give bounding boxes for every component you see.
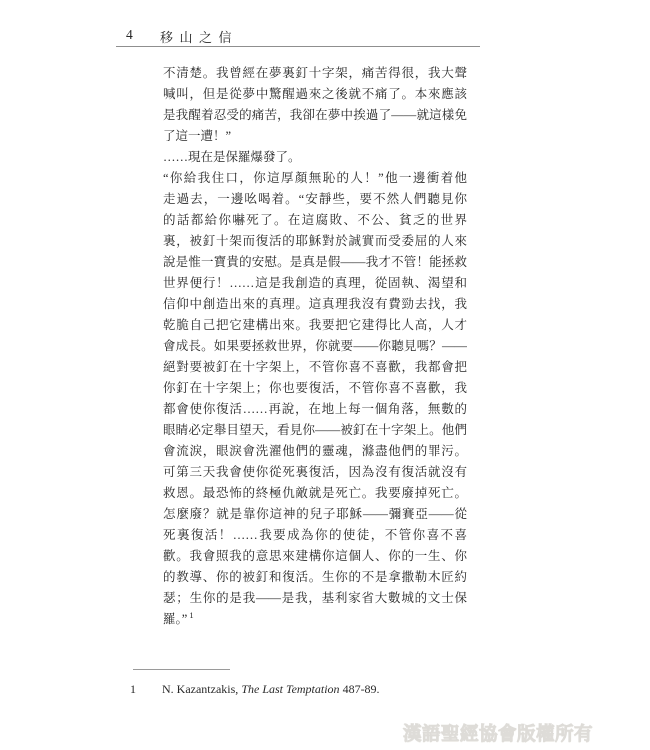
text-line-content: 不清楚。我曾經在夢裏釘十字架，痛苦得很，我大聲 — [163, 66, 467, 80]
footnote-number: 1 — [130, 682, 136, 696]
text-line — [163, 336, 467, 357]
text-line-content: 歡。我會照我的意思來建構你這個人、你的一生、你 — [163, 549, 467, 563]
text-line-content: 可第三天我會使你從死裏復活，因為沒有復活就沒有 — [163, 465, 467, 479]
text-line — [163, 168, 467, 189]
publisher-watermark: 漢語聖經協會版權所有 — [403, 723, 594, 744]
text-line — [163, 441, 467, 462]
text-line — [163, 84, 467, 105]
text-line — [163, 588, 467, 609]
footnote-reference-mark: 1 — [189, 609, 194, 620]
text-line-content: 羅。” — [163, 612, 188, 626]
text-line-content: 了這一遭！” — [163, 129, 232, 143]
text-line-content: 裏，被釘十架而復活的耶穌對於誠實而受委屈的人來 — [163, 234, 467, 248]
footnote-pages: 487-89. — [339, 682, 380, 696]
body-text-block — [163, 63, 467, 630]
footnote-book-title: The Last Temptation — [241, 682, 340, 696]
text-line — [163, 399, 467, 420]
text-line — [163, 504, 467, 525]
text-line — [163, 210, 467, 231]
text-line-content: 會成長。如果要拯救世界，你就要——你聽見嗎？—— — [163, 339, 467, 353]
footnote-author: N. Kazantzakis, — [162, 682, 242, 696]
page-number: 4 — [126, 27, 134, 42]
text-line-content: 救恩。最恐怖的終極仇敵就是死亡。我要廢掉死亡。 — [163, 486, 467, 500]
text-line — [163, 525, 467, 546]
text-line-content: 怎麼廢？就是靠你這神的兒子耶穌——彌賽亞——從 — [163, 507, 467, 521]
text-line — [163, 315, 467, 336]
text-line-content: 眼睛必定舉目望天，看見你——被釘在十字架上。他們 — [163, 423, 467, 437]
text-line — [163, 273, 467, 294]
text-line — [163, 420, 467, 441]
text-line — [163, 252, 467, 273]
text-line — [163, 378, 467, 399]
text-line-content: 乾脆自己把它建構出來。我要把它建得比人高，人才 — [163, 318, 467, 332]
text-line — [163, 63, 467, 84]
text-line — [163, 231, 467, 252]
text-line-content: 是我醒着忍受的痛苦，我卻在夢中挨過了——就這樣免 — [163, 108, 467, 122]
text-line-content: 的話都給你嚇死了。在這腐敗、不公、貧乏的世界 — [163, 213, 467, 227]
running-header-title: 移山之信 — [160, 30, 239, 45]
text-line-content: 世界便行！……這是我創造的真理，從固執、渴望和 — [163, 276, 467, 290]
text-line-content: 的教導、你的被釘和復活。生你的不是拿撒勒木匠約 — [163, 570, 467, 584]
text-line — [163, 462, 467, 483]
text-line — [163, 126, 467, 147]
text-line-content: 說是惟一寶貴的安慰。是真是假——我才不管！能拯救 — [163, 255, 467, 269]
text-line — [163, 609, 467, 630]
text-line — [163, 147, 467, 168]
text-line-content: 信仰中創造出來的真理。這真理我沒有費勁去找，我 — [163, 297, 467, 311]
text-line-content: 會流淚，眼淚會洗濯他們的靈魂，滌盡他們的罪污。 — [163, 444, 467, 458]
text-line-content: “你給我住口，你這厚顏無恥的人！”他一邊衝着他 — [163, 171, 467, 185]
text-line-content: 瑟；生你的是我——是我，基利家省大數城的文士保 — [163, 591, 467, 605]
text-line — [163, 105, 467, 126]
text-line — [163, 567, 467, 588]
text-line-content: 絕對要被釘在十字架上，不管你喜不喜歡，我都會把 — [163, 360, 467, 374]
text-line — [163, 294, 467, 315]
text-line — [163, 189, 467, 210]
footnote — [130, 681, 380, 697]
text-line — [163, 483, 467, 504]
text-line — [163, 546, 467, 567]
text-line — [163, 357, 467, 378]
header-rule — [116, 46, 480, 47]
text-line-content: 都會使你復活……再說，在地上每一個角落，無數的 — [163, 402, 467, 416]
footnote-separator — [133, 669, 230, 670]
text-line-content: 死裏復活！……我要成為你的使徒，不管你喜不喜 — [163, 528, 467, 542]
text-line-content: 你釘在十字架上；你也要復活，不管你喜不喜歡，我 — [163, 381, 467, 395]
text-line-content: 走過去，一邊吆喝着。“安靜些，要不然人們聽見你 — [163, 192, 467, 206]
text-line-content: ……現在是保羅爆發了。 — [163, 150, 301, 164]
text-line-content: 喊叫，但是從夢中驚醒過來之後就不痛了。本來應該 — [163, 87, 467, 101]
